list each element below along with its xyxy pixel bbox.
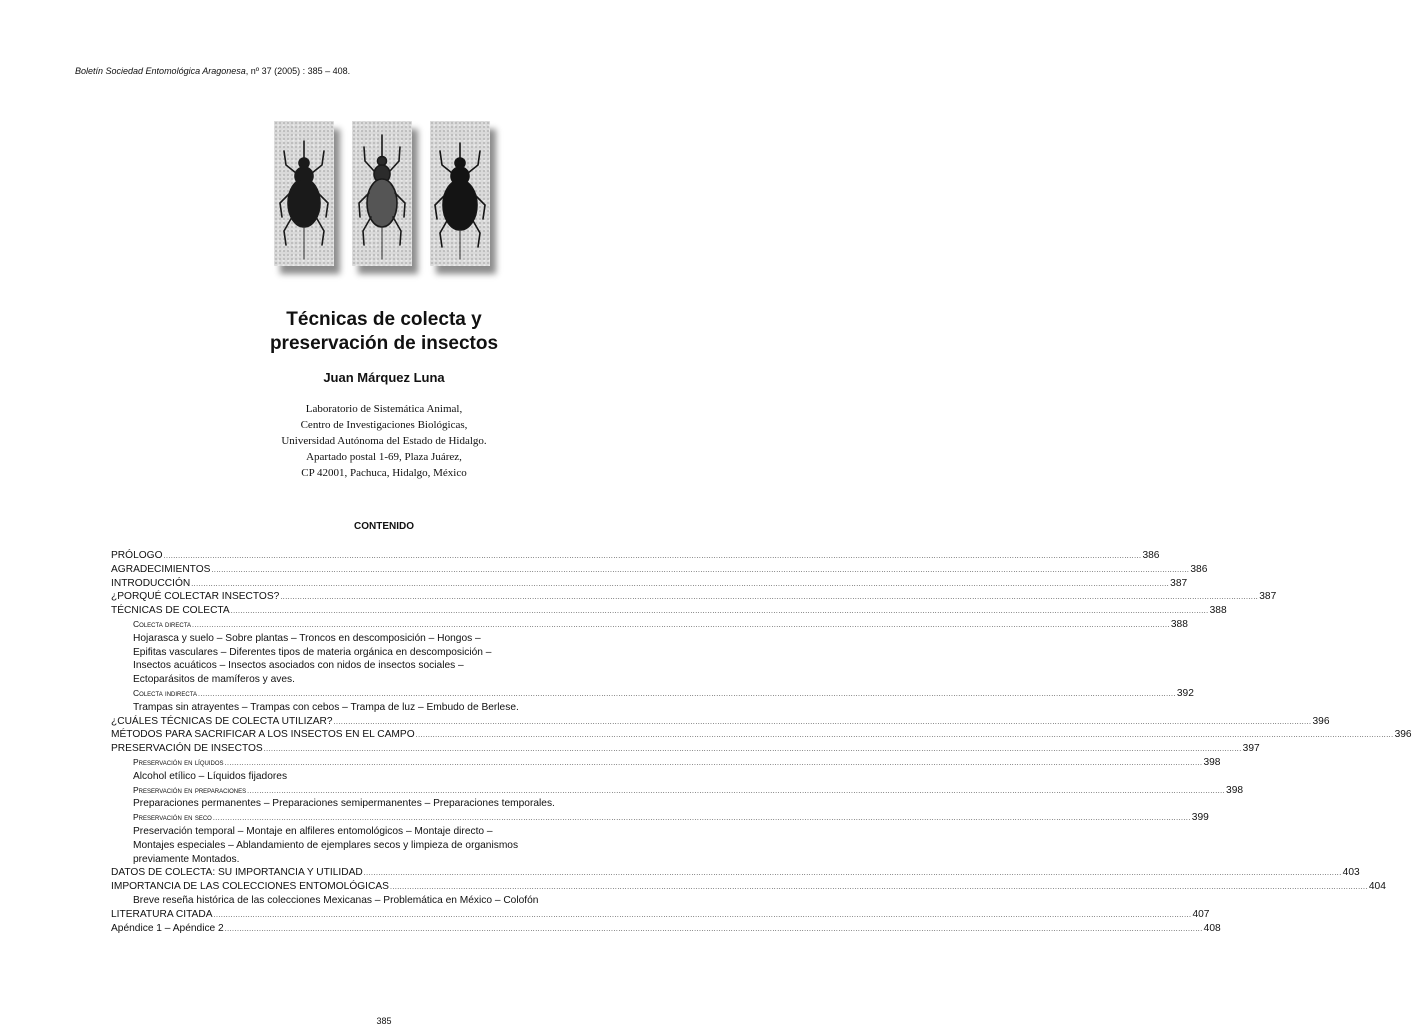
- toc-entry-page: 396: [1394, 729, 1412, 741]
- toc-subtopics: Trampas sin atrayentes – Trampas con cebos – Trampa de luz – Embudo de Berlese.: [133, 701, 519, 713]
- toc-entry: [111, 577, 1188, 591]
- affiliation-line: CP 42001, Pachuca, Hidalgo, México: [301, 467, 467, 479]
- title-line-1: Técnicas de colecta y: [286, 309, 482, 330]
- toc-leader-dots: ................................................................................................................................................................................................................................................................................................................................................................................................................: [333, 718, 1312, 726]
- toc-subsection-entry: [111, 618, 1188, 632]
- toc-subtopics: Hojarasca y suelo – Sobre plantas – Troncos en descomposición – Hongos –: [133, 632, 481, 644]
- affiliation-line: Laboratorio de Sistemática Animal,: [305, 403, 463, 415]
- toc-subtopics: Preparaciones permanentes – Preparaciones semipermanentes – Preparaciones temporales.: [133, 798, 555, 810]
- toc-entry-label: ¿PORQUÉ COLECTAR INSECTOS?: [111, 591, 280, 603]
- toc-entry-label: PRÓLOGO: [111, 550, 163, 561]
- toc-entry-page: 388: [1170, 618, 1188, 630]
- toc-subsection-entry: [111, 756, 1221, 770]
- toc-leader-dots: ................................................................................................................................................................................................................................................................................................................................................................................................................: [163, 553, 1142, 560]
- toc-leader-dots: ................................................................................................................................................................................................................................................................................................................................................................................................................: [211, 566, 1190, 574]
- toc-entry: [111, 549, 1160, 563]
- toc-subsection-entry: [111, 784, 1244, 798]
- article-title: [0, 308, 768, 356]
- journal-issue: , nº 37 (2005) : 385 – 408.: [245, 66, 351, 76]
- toc-subtopics: previamente Montados.: [133, 853, 240, 865]
- toc-leader-dots: ................................................................................................................................................................................................................................................................................................................................................................................................................: [230, 608, 1209, 616]
- toc-subtopics: Epifitas vasculares – Diferentes tipos de materia orgánica en descomposición –: [133, 646, 492, 658]
- toc-entry-page: 397: [1242, 743, 1260, 755]
- toc-entry-page: 387: [1170, 577, 1188, 589]
- toc-subtopics: Insectos acuáticos – Insectos asociados con nidos de insectos sociales –: [133, 660, 464, 672]
- weevil-specimen-1: [274, 121, 334, 266]
- toc-entry-label: Preservación en líquidos: [133, 756, 224, 767]
- toc-entry-label: TÉCNICAS DE COLECTA: [111, 605, 230, 617]
- toc-leader-dots: ................................................................................................................................................................................................................................................................................................................................................................................................................: [191, 621, 1170, 629]
- toc-entry: [111, 866, 1360, 880]
- toc-leader-dots: ................................................................................................................................................................................................................................................................................................................................................................................................................: [280, 594, 1259, 602]
- weevil-specimen-3: [430, 121, 490, 266]
- toc-subtopics: Montajes especiales – Ablandamiento de ejemplares secos y limpieza de organismos: [133, 839, 519, 851]
- toc-entry-label: Colecta directa: [133, 618, 191, 629]
- toc-entry-page: 403: [1342, 867, 1360, 879]
- weevil-icon: [430, 121, 490, 266]
- toc-entry: [111, 590, 1277, 604]
- toc-entry: [111, 604, 1227, 618]
- toc-subtopics: Preservación temporal – Montaje en alfileres entomológicos – Montaje directo –: [133, 825, 493, 837]
- weevil-figure: [270, 115, 506, 280]
- toc-leader-dots: ................................................................................................................................................................................................................................................................................................................................................................................................................: [247, 787, 1226, 795]
- toc-entry: [111, 908, 1210, 922]
- weevil-icon: [352, 121, 412, 266]
- toc-leader-dots: ................................................................................................................................................................................................................................................................................................................................................................................................................: [389, 884, 1368, 892]
- toc-entry-page: 387: [1259, 591, 1277, 603]
- toc-entry-label: DATOS DE COLECTA: SU IMPORTANCIA Y UTILIDAD: [111, 867, 363, 879]
- toc-leader-dots: ................................................................................................................................................................................................................................................................................................................................................................................................................: [197, 690, 1176, 698]
- toc-entry-label: MÉTODOS PARA SACRIFICAR A LOS INSECTOS EN EL CAMPO: [111, 729, 415, 741]
- weevil-specimen-2: [352, 121, 412, 266]
- toc-entry-page: 386: [1142, 550, 1160, 561]
- toc-entry-label: AGRADECIMIENTOS: [111, 563, 211, 575]
- toc-entry-label: ¿CUÁLES TÉCNICAS DE COLECTA UTILIZAR?: [111, 715, 333, 727]
- author-name: Juan Márquez Luna: [323, 370, 445, 385]
- toc-subtopics: Ectoparásitos de mamíferos y aves.: [133, 674, 295, 686]
- toc-entry-page: 388: [1209, 605, 1227, 617]
- journal-citation: [75, 66, 350, 76]
- toc-entry: [111, 880, 1386, 894]
- contents-heading: CONTENIDO: [354, 521, 414, 532]
- toc-entry-label: Preservación en seco: [133, 812, 212, 823]
- affiliation: [0, 401, 768, 481]
- toc-entry-label: Colecta indirecta: [133, 687, 197, 698]
- toc-entry-page: 398: [1203, 756, 1221, 768]
- toc-leader-dots: ................................................................................................................................................................................................................................................................................................................................................................................................................: [213, 911, 1192, 919]
- toc-subsection-entry: [111, 811, 1209, 825]
- affiliation-line: Centro de Investigaciones Biológicas,: [300, 419, 468, 431]
- page-number: 385: [376, 1016, 392, 1026]
- toc-subtopics: Breve reseña histórica de las colecciones Mexicanas – Problemática en México – Colofón: [133, 894, 539, 906]
- toc-entry-label: PRESERVACIÓN DE INSECTOS: [111, 743, 263, 755]
- toc-entry-page: 404: [1368, 881, 1386, 893]
- toc-entry-page: 396: [1312, 715, 1330, 727]
- toc-leader-dots: ................................................................................................................................................................................................................................................................................................................................................................................................................: [415, 732, 1394, 740]
- toc-entry: [111, 742, 1260, 756]
- toc-entry-page: 408: [1203, 922, 1221, 934]
- toc-subtopics: Alcohol etílico – Líquidos fijadores: [133, 770, 288, 782]
- toc-entry-page: 392: [1176, 687, 1194, 699]
- table-of-contents: [111, 549, 1412, 935]
- toc-subsection-entry: [111, 687, 1194, 701]
- toc-entry-label: LITERATURA CITADA: [111, 908, 213, 920]
- toc-leader-dots: ................................................................................................................................................................................................................................................................................................................................................................................................................: [263, 746, 1242, 754]
- toc-entry-page: 399: [1191, 812, 1209, 824]
- toc-leader-dots: ................................................................................................................................................................................................................................................................................................................................................................................................................: [191, 580, 1170, 588]
- toc-entry-label: Apéndice 1 – Apéndice 2: [111, 922, 224, 934]
- toc-entry-label: IMPORTANCIA DE LAS COLECCIONES ENTOMOLÓGICAS: [111, 881, 389, 893]
- affiliation-line: Universidad Autónoma del Estado de Hidalgo.: [281, 435, 487, 447]
- toc-entry: [111, 922, 1221, 936]
- toc-leader-dots: ................................................................................................................................................................................................................................................................................................................................................................................................................: [224, 759, 1203, 767]
- toc-entry: [111, 728, 1412, 742]
- toc-entry-page: 386: [1190, 563, 1208, 575]
- title-line-2: preservación de insectos: [269, 333, 499, 354]
- toc-leader-dots: ................................................................................................................................................................................................................................................................................................................................................................................................................: [224, 925, 1203, 933]
- weevil-icon: [274, 121, 334, 266]
- journal-name: Boletín Sociedad Entomológica Aragonesa: [75, 66, 246, 76]
- toc-entry: [111, 563, 1208, 577]
- toc-leader-dots: ................................................................................................................................................................................................................................................................................................................................................................................................................: [363, 870, 1342, 878]
- toc-entry-page: 398: [1226, 784, 1244, 796]
- toc-entry-label: Preservación en preparaciones: [133, 784, 247, 795]
- toc-entry-page: 407: [1192, 908, 1210, 920]
- affiliation-line: Apartado postal 1-69, Plaza Juárez,: [306, 451, 462, 463]
- toc-entry: [111, 715, 1330, 729]
- toc-entry-label: INTRODUCCIÓN: [111, 577, 191, 589]
- toc-leader-dots: ................................................................................................................................................................................................................................................................................................................................................................................................................: [212, 815, 1191, 823]
